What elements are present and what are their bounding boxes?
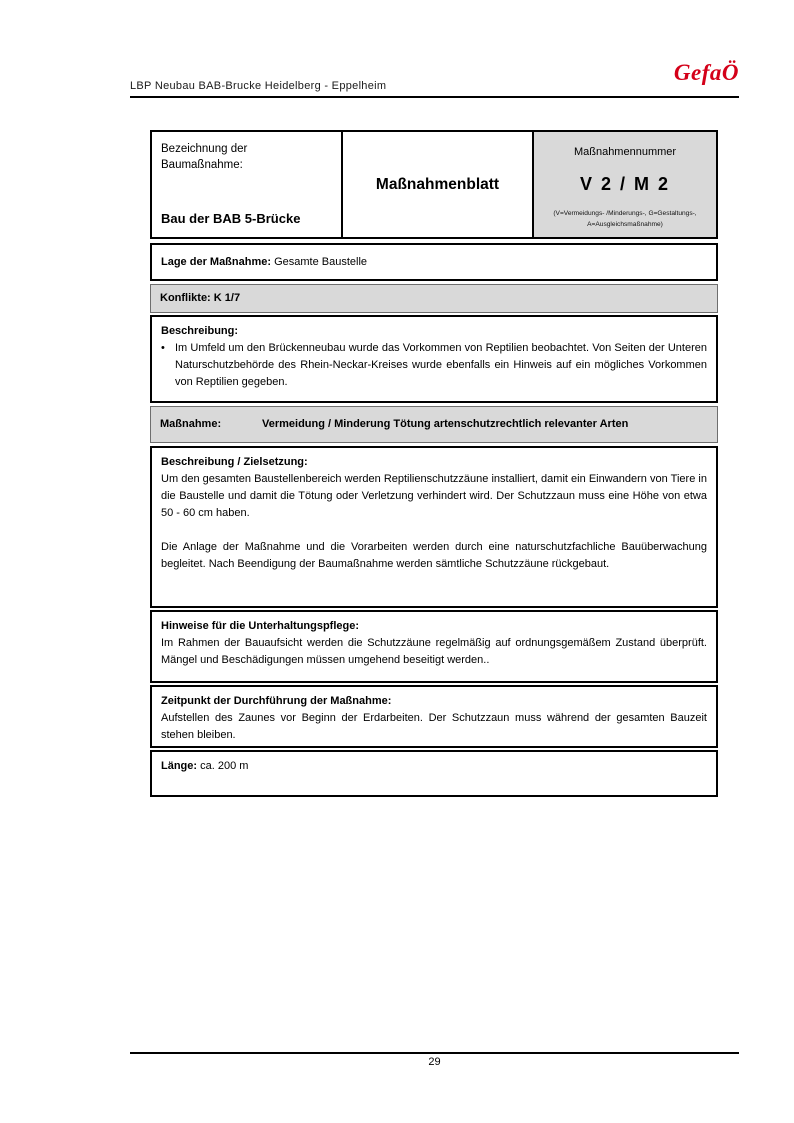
konflikte-value: K 1/7 bbox=[213, 292, 241, 304]
row-massnahme bbox=[150, 406, 718, 443]
header-rule bbox=[130, 96, 739, 98]
beschreibung-text: Im Umfeld um den Brückenneubau wurde das Vorkommen von Reptilien beobachtet. Von Seiten der Unteren Naturschutzbehörde des Rhein-Neckar-Kreises wurde ebenfalls ein Hinweis auf ein mögliches Vorkommen von Reptilien gegeben. bbox=[175, 342, 707, 388]
measure-number-cell bbox=[534, 132, 716, 237]
project-name: Bau der BAB 5-Brücke bbox=[161, 211, 301, 226]
row-zielsetzung bbox=[150, 446, 718, 608]
beschreibung-bullet-item bbox=[161, 340, 707, 391]
zielsetzung-paragraph-2: Die Anlage der Maßnahme und die Vorarbeiten werden durch eine naturschutzfachliche Bauüberwachung begleitet. Nach Beendigung der Baumaßnahme werden sämtliche Schutzzäune rückgebaut. bbox=[161, 541, 707, 570]
sheet-title-cell bbox=[343, 132, 534, 237]
zeitpunkt-label: Zeitpunkt der Durchführung der Maßnahme: bbox=[161, 695, 392, 707]
legend-line-2: A=Ausgleichsmaßnahme) bbox=[587, 221, 663, 228]
measure-number: V 2 / M 2 bbox=[579, 174, 671, 194]
header-project-title: LBP Neubau BAB-Brucke Heidelberg - Eppelheim bbox=[130, 80, 387, 92]
page-footer bbox=[130, 1052, 739, 1068]
lage-label: Lage der Maßnahme: bbox=[161, 255, 272, 268]
laenge-label: Länge: bbox=[161, 760, 198, 772]
designation-label: Bezeichnung der Baumaßnahme: bbox=[161, 143, 248, 171]
beschreibung-label: Beschreibung: bbox=[161, 325, 239, 337]
row-laenge bbox=[150, 750, 718, 797]
zeitpunkt-text: Aufstellen des Zaunes vor Beginn der Erdarbeiten. Der Schutzzaun muss während der gesamten Bauzeit stehen bleiben. bbox=[161, 712, 707, 741]
measure-number-label: Maßnahmennummer bbox=[573, 146, 677, 158]
footer-rule bbox=[130, 1052, 739, 1054]
row-lage bbox=[150, 243, 718, 281]
measure-number-legend bbox=[538, 208, 712, 230]
title-block bbox=[150, 130, 718, 239]
row-hinweise bbox=[150, 610, 718, 683]
row-konflikte bbox=[150, 284, 718, 313]
company-logo: GefaÖ bbox=[673, 60, 739, 85]
massnahme-label: Maßnahme: bbox=[160, 418, 222, 430]
row-zeitpunkt bbox=[150, 685, 718, 748]
hinweise-text: Im Rahmen der Bauaufsicht werden die Schutzzäune regelmäßig auf ordnungsgemäßem Zustand überprüft. Mängel und Beschädigungen müssen umgehend beseitigt werden.. bbox=[161, 637, 707, 666]
hinweise-label: Hinweise für die Unterhaltungspflege: bbox=[161, 620, 360, 632]
konflikte-label: Konflikte: bbox=[160, 292, 211, 304]
zielsetzung-label: Beschreibung / Zielsetzung: bbox=[161, 456, 308, 468]
zielsetzung-paragraph-1: Um den gesamten Baustellenbereich werden Reptilienschutzzäune installiert, damit ein Einwandern von Tiere in die Baustelle und damit die Tötung oder Verletzung verhindert wird. Der Schutzzaun muss eine Höhe von etwa 50 - 60 cm haben. bbox=[161, 473, 707, 519]
row-beschreibung bbox=[150, 315, 718, 403]
bullet-icon: • bbox=[161, 342, 165, 354]
laenge-value: ca. 200 m bbox=[200, 760, 249, 772]
page-number: 29 bbox=[428, 1056, 441, 1068]
massnahme-value: Vermeidung / Minderung Tötung artenschutzrechtlich relevanter Arten bbox=[262, 418, 629, 430]
sheet-title: Maßnahmenblatt bbox=[375, 176, 500, 193]
paragraph-spacer bbox=[161, 522, 707, 539]
designation-cell bbox=[152, 132, 343, 237]
page-header bbox=[130, 62, 739, 98]
legend-line-1: (V=Vermeidungs- /Minderungs-, G=Gestaltungs-, bbox=[553, 210, 697, 217]
lage-value: Gesamte Baustelle bbox=[274, 255, 368, 268]
